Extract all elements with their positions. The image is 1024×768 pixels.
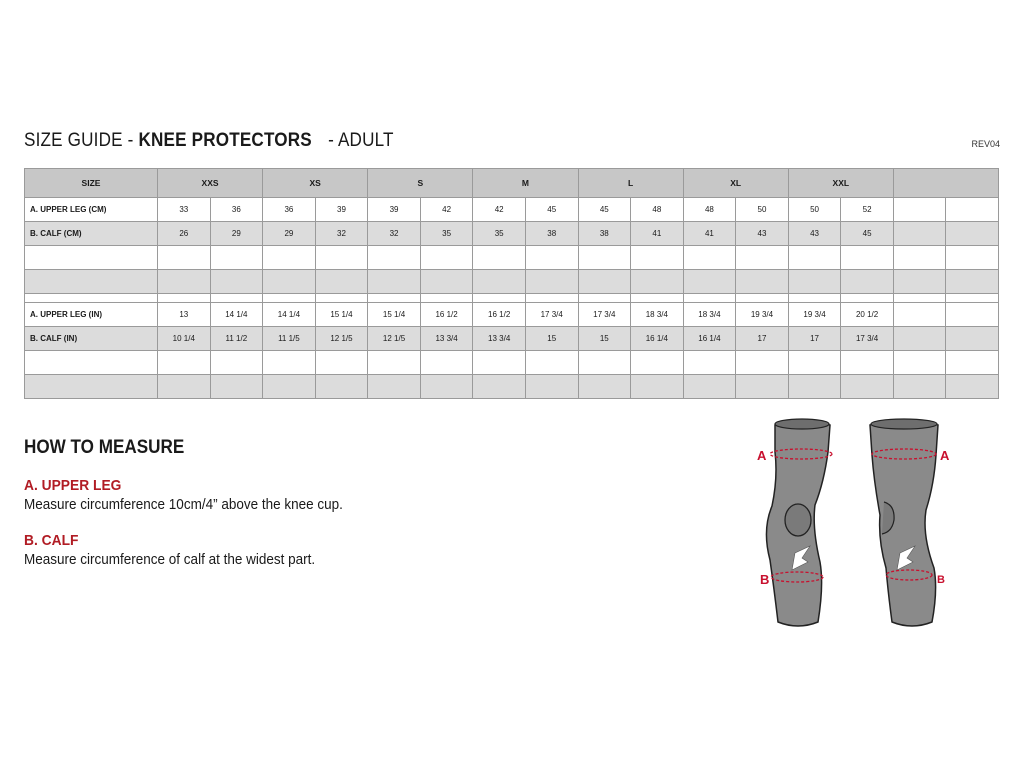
table-cell (525, 246, 578, 270)
table-cell: 19 3/4 (788, 303, 841, 327)
table-cell (263, 375, 316, 399)
table-cell: 29 (210, 222, 263, 246)
table-cell: 38 (525, 222, 578, 246)
table-cell (578, 351, 631, 375)
table-cell (788, 270, 841, 294)
table-cell: 13 3/4 (473, 327, 526, 351)
how-to-measure-heading: HOW TO MEASURE (24, 437, 185, 458)
table-cell (158, 270, 211, 294)
table-cell: 43 (736, 222, 789, 246)
table-row-in (25, 303, 999, 327)
table-cell: 14 1/4 (263, 303, 316, 327)
table-row-in (25, 327, 999, 351)
table-cell (315, 351, 368, 375)
table-cell: 18 3/4 (631, 303, 684, 327)
table-cell: 42 (420, 198, 473, 222)
title-suffix: - ADULT (328, 130, 394, 151)
table-cell: 50 (788, 198, 841, 222)
table-cell (683, 351, 736, 375)
table-cell (158, 246, 211, 270)
calf-instructions: Measure circumference of calf at the widest part. (24, 551, 316, 568)
spacer-cell (736, 294, 789, 303)
table-cell (525, 351, 578, 375)
table-cell (893, 270, 946, 294)
table-cell: 35 (473, 222, 526, 246)
row-label (25, 246, 158, 270)
table-cell (210, 246, 263, 270)
knee-cup-icon (785, 504, 811, 536)
table-cell (893, 246, 946, 270)
table-cell: 19 3/4 (736, 303, 789, 327)
table-cell: 16 1/4 (631, 327, 684, 351)
knee-measurement-diagram (740, 410, 970, 635)
size-header-row (25, 169, 999, 198)
table-cell (158, 351, 211, 375)
label-b-front: B (760, 572, 770, 587)
table-cell: 16 1/2 (473, 303, 526, 327)
spacer-cell (315, 294, 368, 303)
title-prefix: SIZE GUIDE - (24, 130, 134, 151)
table-cell: 15 1/4 (368, 303, 421, 327)
spacer-cell (420, 294, 473, 303)
row-label (25, 375, 158, 399)
size-header-cell: XXL (788, 169, 893, 198)
label-b-side: B (937, 574, 945, 586)
table-cell (893, 375, 946, 399)
spacer-cell (578, 294, 631, 303)
table-cell (578, 270, 631, 294)
table-cell: 12 1/5 (315, 327, 368, 351)
table-cell: 17 (788, 327, 841, 351)
table-cell (683, 246, 736, 270)
spacer-cell (25, 294, 158, 303)
table-cell (368, 351, 421, 375)
table-cell (578, 375, 631, 399)
table-cell (683, 375, 736, 399)
table-cell: 45 (525, 198, 578, 222)
title-product: KNEE PROTECTORS (138, 130, 312, 151)
table-cell (210, 351, 263, 375)
table-cell (946, 375, 999, 399)
table-cell (473, 246, 526, 270)
label-a-front: A (757, 448, 767, 463)
table-cell: 17 3/4 (525, 303, 578, 327)
table-cell (368, 246, 421, 270)
table-cell (473, 351, 526, 375)
table-cell (946, 303, 999, 327)
calf-title: B. CALF (24, 532, 79, 549)
label-a-side: A (940, 448, 950, 463)
size-header-label: SIZE (25, 169, 158, 198)
table-cell: 26 (158, 222, 211, 246)
row-label: B. CALF (IN) (25, 327, 158, 351)
table-cell: 20 1/2 (841, 303, 894, 327)
row-label (25, 270, 158, 294)
spacer-cell (525, 294, 578, 303)
table-cell (841, 270, 894, 294)
table-cell: 41 (631, 222, 684, 246)
table-cell (263, 351, 316, 375)
spacer-cell (473, 294, 526, 303)
table-cell (893, 351, 946, 375)
size-header-cell: M (473, 169, 578, 198)
size-header-cell (893, 169, 998, 198)
table-row-cm (25, 270, 999, 294)
table-cell (578, 246, 631, 270)
table-cell (210, 375, 263, 399)
table-cell (368, 375, 421, 399)
table-cell (263, 270, 316, 294)
table-cell (788, 246, 841, 270)
size-header-cell: S (368, 169, 473, 198)
table-cell: 13 (158, 303, 211, 327)
table-cell: 43 (788, 222, 841, 246)
table-spacer-row (25, 294, 999, 303)
table-cell: 45 (578, 198, 631, 222)
table-cell (263, 246, 316, 270)
size-chart-table (24, 168, 999, 399)
table-cell: 45 (841, 222, 894, 246)
table-cell: 39 (368, 198, 421, 222)
spacer-cell (841, 294, 894, 303)
table-cell (158, 375, 211, 399)
table-cell: 42 (473, 198, 526, 222)
table-cell (631, 351, 684, 375)
table-cell (420, 246, 473, 270)
table-cell: 15 1/4 (315, 303, 368, 327)
table-cell (315, 246, 368, 270)
table-cell: 36 (263, 198, 316, 222)
table-cell (736, 375, 789, 399)
spacer-cell (210, 294, 263, 303)
table-cell (315, 270, 368, 294)
spacer-cell (631, 294, 684, 303)
table-cell: 17 3/4 (841, 327, 894, 351)
table-cell (420, 351, 473, 375)
table-cell: 11 1/5 (263, 327, 316, 351)
table-row-cm (25, 198, 999, 222)
table-cell (736, 351, 789, 375)
table-cell: 12 1/5 (368, 327, 421, 351)
upper-leg-title: A. UPPER LEG (24, 477, 122, 494)
table-cell: 14 1/4 (210, 303, 263, 327)
row-label (25, 351, 158, 375)
table-cell: 11 1/2 (210, 327, 263, 351)
table-cell (788, 351, 841, 375)
table-cell (631, 246, 684, 270)
table-cell: 15 (525, 327, 578, 351)
table-cell (210, 270, 263, 294)
table-cell (946, 270, 999, 294)
table-cell: 17 (736, 327, 789, 351)
spacer-cell (263, 294, 316, 303)
table-cell (841, 351, 894, 375)
table-cell (631, 270, 684, 294)
table-cell: 50 (736, 198, 789, 222)
table-cell: 36 (210, 198, 263, 222)
spacer-cell (368, 294, 421, 303)
table-cell (736, 246, 789, 270)
table-cell: 29 (263, 222, 316, 246)
table-cell (893, 198, 946, 222)
table-cell (946, 222, 999, 246)
row-label: A. UPPER LEG (IN) (25, 303, 158, 327)
page-title (24, 130, 394, 152)
table-cell (946, 246, 999, 270)
table-cell (946, 351, 999, 375)
table-cell (946, 198, 999, 222)
table-cell: 48 (683, 198, 736, 222)
spacer-cell (683, 294, 736, 303)
row-label: A. UPPER LEG (CM) (25, 198, 158, 222)
table-cell: 35 (420, 222, 473, 246)
table-cell (841, 375, 894, 399)
table-cell: 16 1/2 (420, 303, 473, 327)
knee-sleeve-front (766, 419, 832, 626)
upper-leg-instructions: Measure circumference 10cm/4” above the knee cup. (24, 496, 343, 513)
table-cell: 32 (315, 222, 368, 246)
table-cell: 52 (841, 198, 894, 222)
table-cell (315, 375, 368, 399)
table-cell (683, 270, 736, 294)
row-label: B. CALF (CM) (25, 222, 158, 246)
table-cell: 39 (315, 198, 368, 222)
table-cell (893, 303, 946, 327)
table-cell (473, 375, 526, 399)
table-cell: 18 3/4 (683, 303, 736, 327)
table-cell: 17 3/4 (578, 303, 631, 327)
table-row-in (25, 375, 999, 399)
table-cell: 13 3/4 (420, 327, 473, 351)
table-cell (841, 246, 894, 270)
spacer-cell (788, 294, 841, 303)
table-row-in (25, 351, 999, 375)
table-cell (631, 375, 684, 399)
table-cell: 15 (578, 327, 631, 351)
table-cell (420, 375, 473, 399)
table-cell (525, 270, 578, 294)
table-cell (946, 327, 999, 351)
table-cell (736, 270, 789, 294)
table-row-cm (25, 222, 999, 246)
table-cell: 33 (158, 198, 211, 222)
size-header-cell: XXS (158, 169, 263, 198)
size-header-cell: XL (683, 169, 788, 198)
table-cell: 32 (368, 222, 421, 246)
table-cell (788, 375, 841, 399)
table-row-cm (25, 246, 999, 270)
table-cell (420, 270, 473, 294)
table-cell: 41 (683, 222, 736, 246)
table-cell (368, 270, 421, 294)
spacer-cell (893, 294, 946, 303)
size-header-cell: L (578, 169, 683, 198)
size-header-cell: XS (263, 169, 368, 198)
table-cell (893, 327, 946, 351)
table-cell (893, 222, 946, 246)
table-cell (473, 270, 526, 294)
knee-sleeve-side (870, 419, 938, 626)
spacer-cell (946, 294, 999, 303)
table-cell: 10 1/4 (158, 327, 211, 351)
how-to-measure-section (24, 437, 378, 586)
table-cell: 48 (631, 198, 684, 222)
table-cell (525, 375, 578, 399)
spacer-cell (158, 294, 211, 303)
table-cell: 16 1/4 (683, 327, 736, 351)
revision-label: REV04 (971, 139, 1000, 149)
table-cell: 38 (578, 222, 631, 246)
